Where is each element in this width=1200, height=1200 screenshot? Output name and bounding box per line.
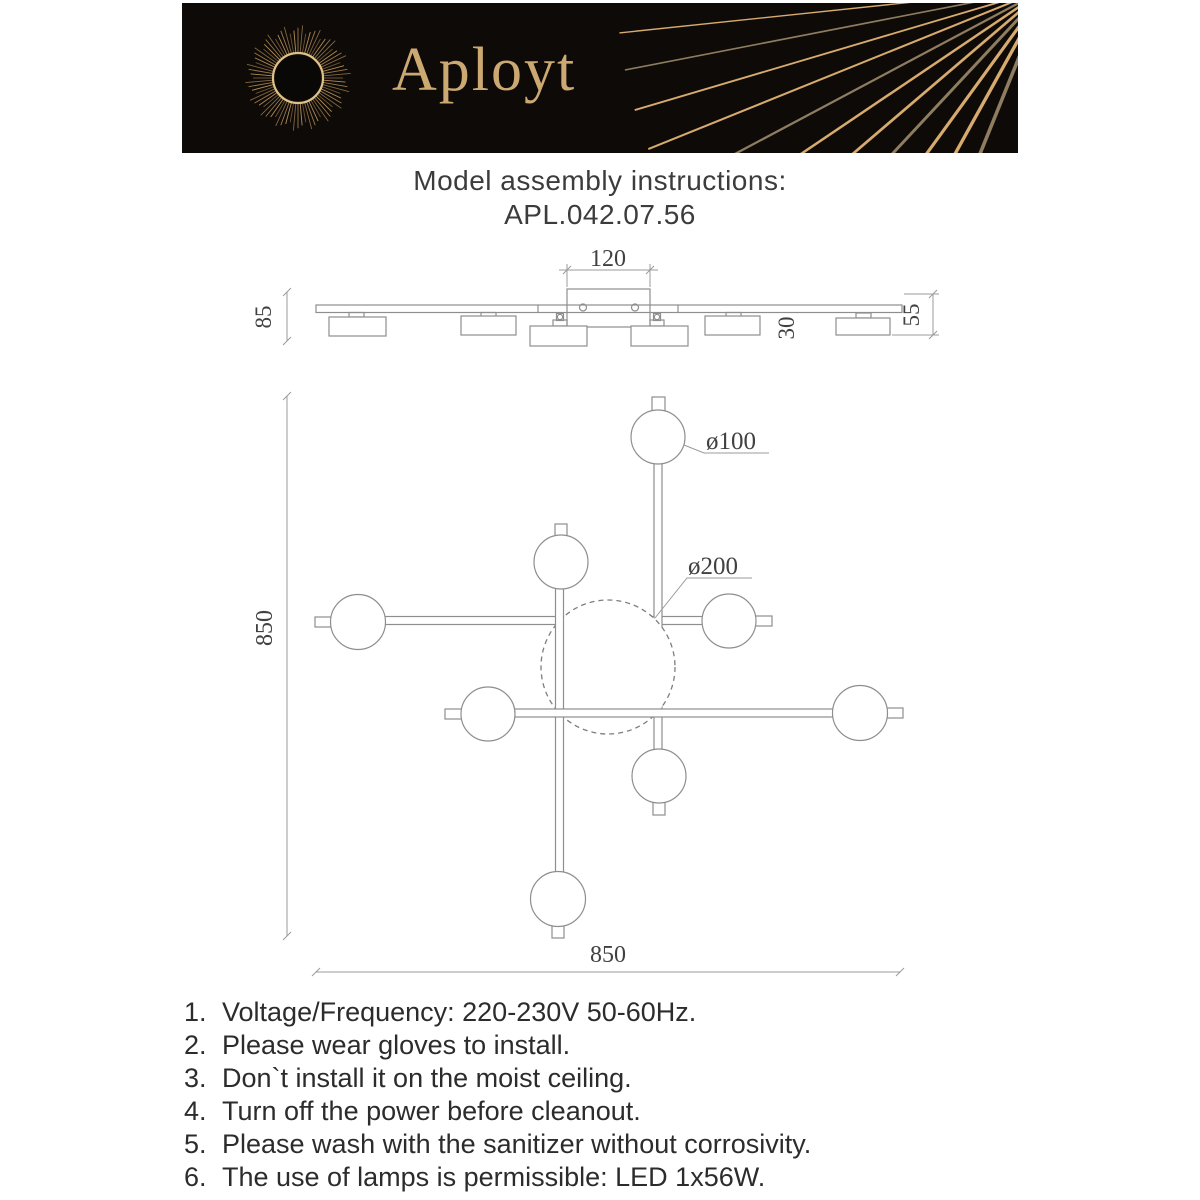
- item-text: Don`t install it on the moist ceiling.: [222, 1063, 632, 1093]
- list-item: [184, 1161, 1084, 1194]
- dim-85: [283, 288, 291, 345]
- item-number: 1.: [184, 997, 207, 1027]
- dim-850-height-label: 850: [252, 610, 278, 646]
- model-number: APL.042.07.56: [504, 199, 696, 230]
- swivel-bracket: [650, 314, 664, 327]
- list-item: [184, 1062, 1084, 1095]
- item-number: 5.: [184, 1129, 207, 1159]
- arm-stub: [886, 708, 903, 718]
- arm-horizontal-lower: [488, 709, 860, 717]
- list-item: [184, 996, 1084, 1029]
- dim-850-width-label: 850: [590, 942, 626, 968]
- arm-stub: [755, 616, 772, 626]
- dim-850-width: [312, 968, 904, 976]
- shade: [631, 326, 688, 346]
- shade-ball-top: [631, 410, 685, 464]
- item-text: Please wear gloves to install.: [222, 1030, 571, 1060]
- bracket: [349, 313, 364, 318]
- starburst-center-icon: [276, 56, 321, 101]
- banner-artwork: [182, 3, 1018, 153]
- arm-stub: [315, 617, 332, 627]
- item-number: 3.: [184, 1063, 207, 1093]
- item-text: The use of lamps is permissible: LED 1x56W.: [222, 1162, 766, 1192]
- item-number: 6.: [184, 1162, 207, 1192]
- swivel-bracket: [553, 314, 567, 327]
- item-number: 2.: [184, 1030, 207, 1060]
- arm-horizontal-upper: [358, 617, 729, 625]
- list-item: [184, 1128, 1084, 1161]
- shade-ball-right: [702, 594, 756, 648]
- brand-name: Aployt: [392, 36, 577, 104]
- item-number: 4.: [184, 1096, 207, 1126]
- shade: [329, 317, 386, 336]
- brand-banner: [182, 3, 1018, 153]
- bracket: [856, 313, 871, 318]
- corner-rays-icon: [619, 3, 1018, 153]
- arm-vertical-left: [556, 562, 564, 899]
- shade: [705, 316, 760, 335]
- shade-ball-left: [331, 595, 386, 650]
- dim-120-label: 120: [590, 246, 626, 272]
- technical-drawing: [250, 240, 950, 985]
- list-item: [184, 1029, 1084, 1062]
- plan-view: [252, 392, 904, 976]
- dim-o200-label: ø200: [688, 553, 738, 580]
- arm-vertical-right: [654, 437, 662, 776]
- page-title: Model assembly instructions:: [413, 165, 787, 196]
- list-item: [184, 1095, 1084, 1128]
- dim-o100-label: ø100: [706, 428, 756, 455]
- item-text: Voltage/Frequency: 220-230V 50-60Hz.: [222, 997, 697, 1027]
- item-text: Please wash with the sanitizer without corrosivity.: [222, 1129, 812, 1159]
- side-view: [251, 246, 939, 346]
- shade-ball-far-right: [833, 686, 888, 741]
- instructions-list: [184, 996, 1084, 1194]
- shade: [461, 316, 516, 335]
- shade-ball-lower-left: [461, 687, 515, 741]
- shade-ball-below-center: [632, 749, 686, 803]
- shade: [836, 318, 890, 335]
- shade-ball-bottom: [531, 872, 586, 927]
- dim-55-label: 55: [899, 303, 924, 327]
- item-text: Turn off the power before cleanout.: [222, 1096, 641, 1126]
- shade: [530, 326, 587, 346]
- arm-stub: [445, 709, 462, 719]
- dim-85-label: 85: [251, 305, 276, 329]
- shade-ball-upper-left: [534, 535, 588, 589]
- ceiling-bar: [316, 305, 902, 313]
- dim-30-label: 30: [774, 316, 799, 340]
- dim-850-height: [283, 392, 291, 940]
